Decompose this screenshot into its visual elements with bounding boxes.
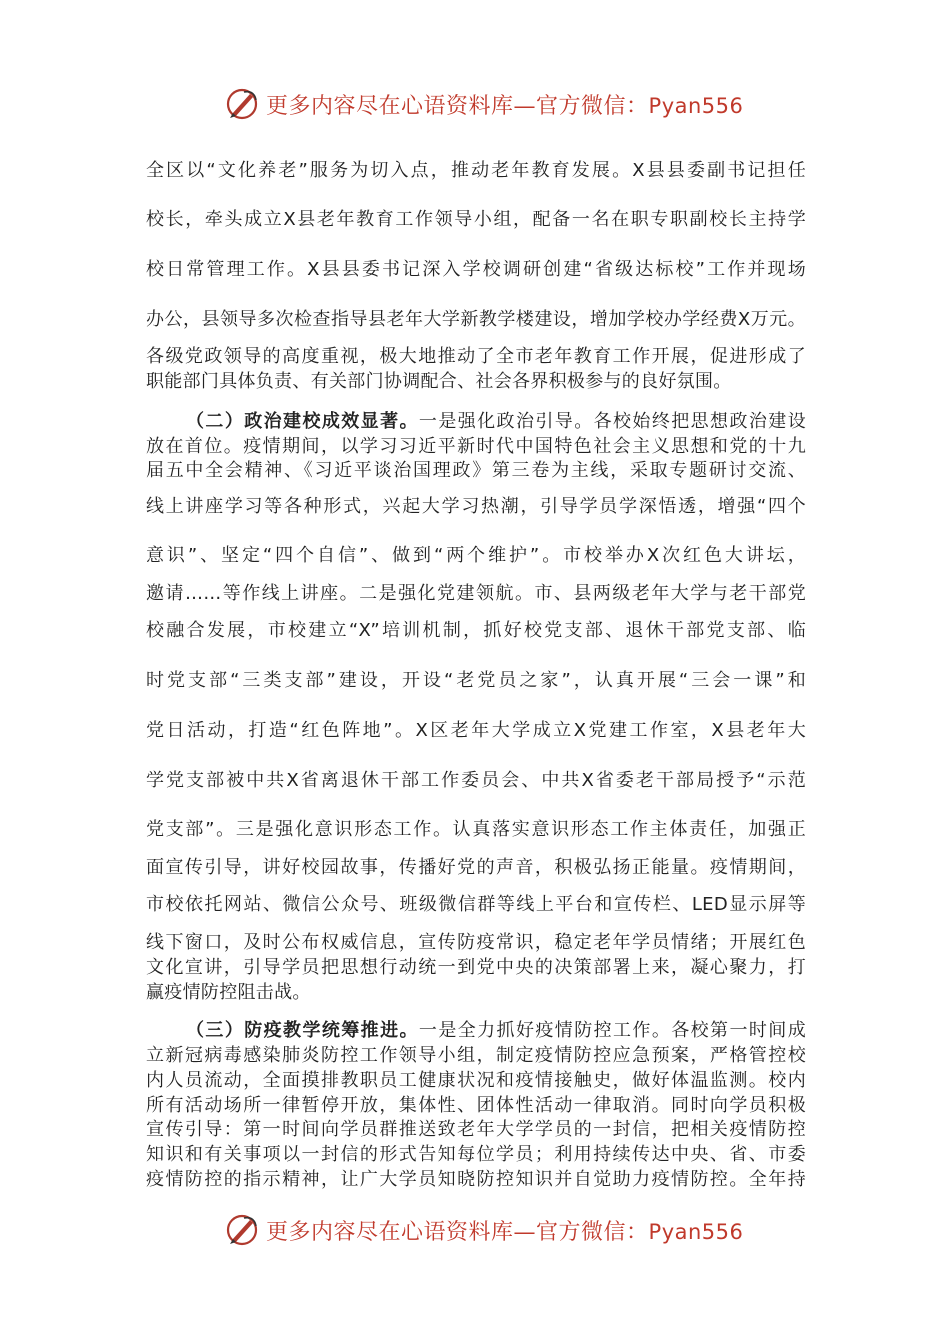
watermark-banner-top bbox=[0, 86, 950, 122]
paragraph-line: 全区以“文化养老”服务为切入点，推动老年教育发展。X县县委副书记担任 bbox=[146, 160, 806, 181]
paragraph-line: 线下窗口，及时公布权威信息，宣传防疫常识，稳定老年学员情绪；开展红色 bbox=[146, 932, 806, 953]
watermark-banner-bottom bbox=[0, 1212, 950, 1248]
paragraph-line: 办公，县领导多次检查指导县老年大学新教学楼建设，增加学校办学经费X万元。 bbox=[146, 309, 806, 330]
paragraph-line: 赢疫情防控阻击战。 bbox=[146, 982, 311, 1003]
paragraph-line: 疫情防控的指示精神，让广大学员知晓防控知识并自觉助力疫情防控。全年持 bbox=[146, 1169, 806, 1190]
section-heading-line: （二）政治建校成效显著。一是强化政治引导。各校始终把思想政治建设 bbox=[186, 411, 806, 432]
paragraph-line: 文化宣讲，引导学员把思想行动统一到党中央的决策部署上来，凝心聚力，打 bbox=[146, 957, 806, 978]
section-heading-line: （三）防疫教学统筹推进。一是全力抓好疫情防控工作。各校第一时间成 bbox=[186, 1020, 806, 1041]
pen-logo-icon bbox=[224, 86, 260, 122]
paragraph-line: 校日常管理工作。X县县委书记深入学校调研创建“省级达标校”工作并现场 bbox=[146, 259, 806, 280]
section-heading: （二）政治建校成效显著。 bbox=[186, 411, 419, 432]
watermark-text: 更多内容尽在心语资料库—官方微信：Pyan556 bbox=[266, 93, 744, 119]
watermark-text: 更多内容尽在心语资料库—官方微信：Pyan556 bbox=[266, 1219, 744, 1245]
paragraph-line: 校长，牵头成立X县老年教育工作领导小组，配备一名在职专职副校长主持学 bbox=[146, 209, 806, 230]
paragraph-line: 立新冠病毒感染肺炎防控工作领导小组，制定疫情防控应急预案，严格管控校 bbox=[146, 1045, 806, 1066]
section-heading: （三）防疫教学统筹推进。 bbox=[186, 1020, 419, 1041]
paragraph-line: 各级党政领导的高度重视，极大地推动了全市老年教育工作开展，促进形成了 bbox=[146, 346, 806, 367]
paragraph-line: 邀请……等作线上讲座。二是强化党建领航。市、县两级老年大学与老干部党 bbox=[146, 583, 806, 604]
paragraph-line: 届五中全会精神、《习近平谈治国理政》第三卷为主线，采取专题研讨交流、 bbox=[146, 460, 806, 481]
paragraph-line: 市校依托网站、微信公众号、班级微信群等线上平台和宣传栏、LED显示屏等 bbox=[146, 894, 806, 915]
paragraph-line: 职能部门具体负责、有关部门协调配合、社会各界积极参与的良好氛围。 bbox=[146, 371, 732, 392]
paragraph-line: 所有活动场所一律暂停开放，集体性、团体性活动一律取消。同时向学员积极 bbox=[146, 1095, 806, 1116]
paragraph-line: 面宣传引导，讲好校园故事，传播好党的声音，积极弘扬正能量。疫情期间， bbox=[146, 857, 806, 878]
paragraph-line: 党支部”。三是强化意识形态工作。认真落实意识形态工作主体责任，加强正 bbox=[146, 819, 806, 840]
paragraph-line: 党日活动，打造“红色阵地”。X区老年大学成立X党建工作室，X县老年大 bbox=[146, 720, 806, 741]
paragraph-line: 时党支部“三类支部”建设，开设“老党员之家”，认真开展“三会一课”和 bbox=[146, 670, 806, 691]
paragraph-line: 学党支部被中共X省离退休干部工作委员会、中共X省委老干部局授予“示范 bbox=[146, 770, 806, 791]
paragraph-line: 宣传引导：第一时间向学员群推送致老年大学学员的一封信，把相关疫情防控 bbox=[146, 1119, 806, 1140]
paragraph-line: 意识”、坚定“四个自信”、做到“两个维护”。市校举办X次红色大讲坛， bbox=[146, 545, 806, 566]
paragraph-line: 放在首位。疫情期间，以学习习近平新时代中国特色社会主义思想和党的十九 bbox=[146, 436, 806, 457]
paragraph-line: 校融合发展，市校建立“X”培训机制，抓好校党支部、退休干部党支部、临 bbox=[146, 620, 806, 641]
paragraph-line: 内人员流动，全面摸排教职员工健康状况和疫情接触史，做好体温监测。校内 bbox=[146, 1070, 806, 1091]
pen-logo-icon bbox=[224, 1212, 260, 1248]
paragraph-line: 知识和有关事项以一封信的形式告知每位学员；利用持续传达中央、省、市委 bbox=[146, 1144, 806, 1165]
paragraph-line: 线上讲座学习等各种形式，兴起大学习热潮，引导学员学深悟透，增强“四个 bbox=[146, 496, 806, 517]
